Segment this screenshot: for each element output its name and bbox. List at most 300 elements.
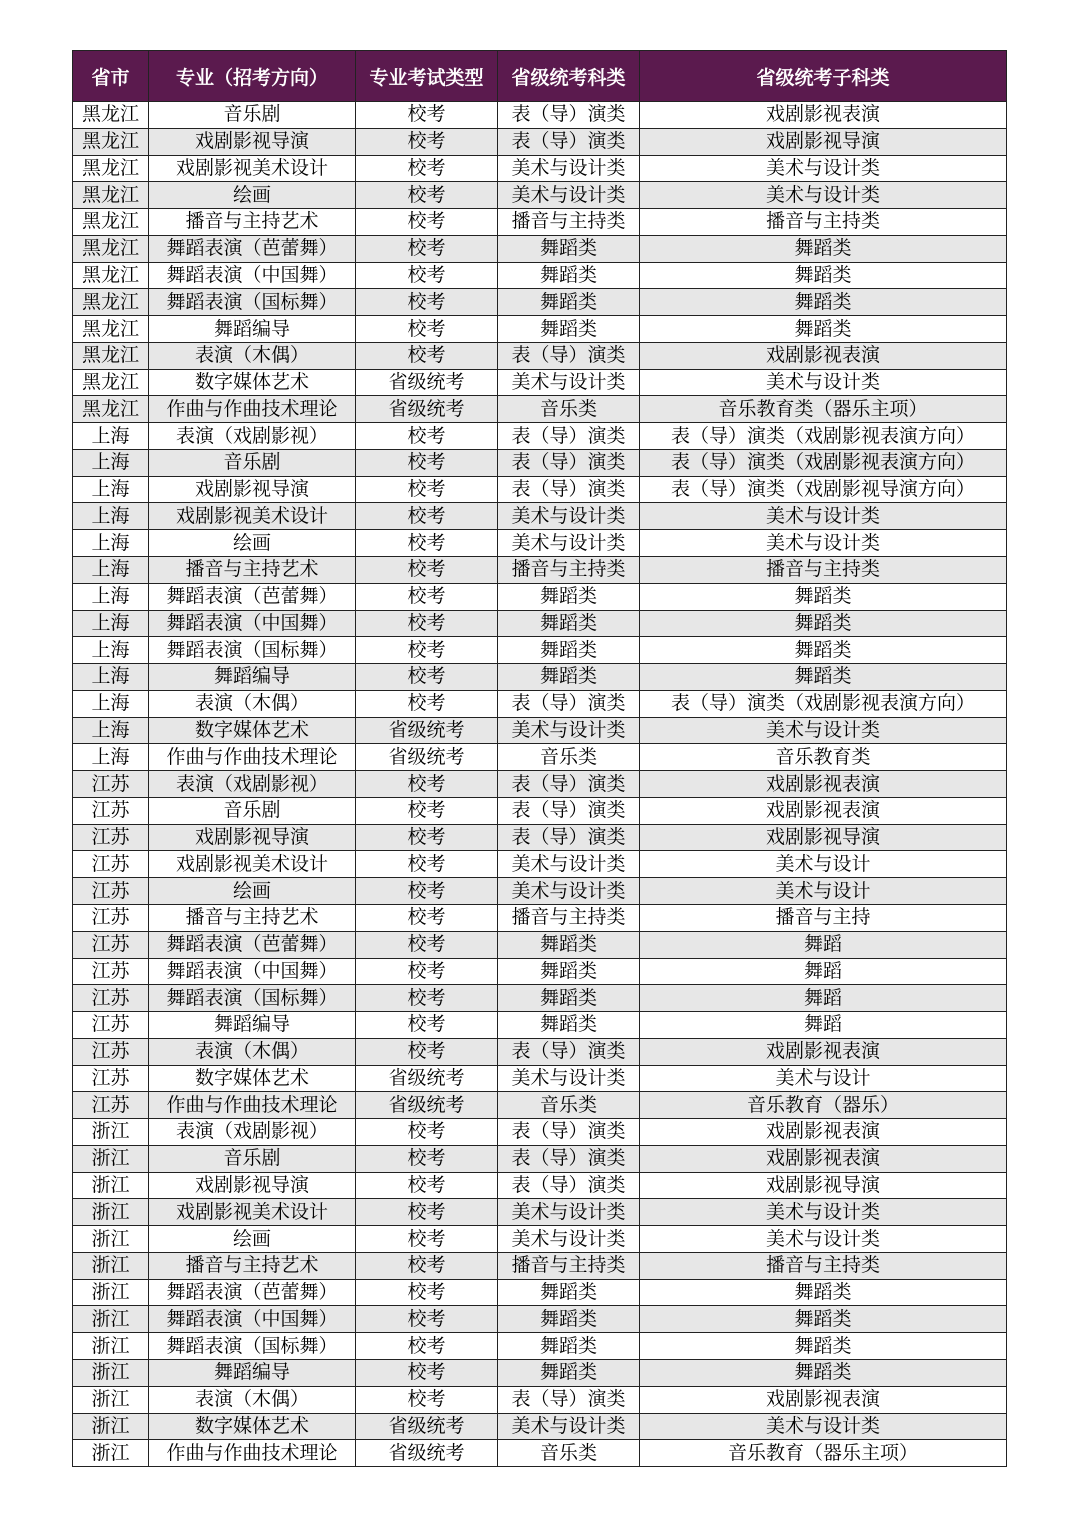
cell-unified-subcategory: 美术与设计类	[640, 530, 1007, 557]
cell-province: 浙江	[73, 1145, 149, 1172]
cell-major: 播音与主持艺术	[149, 209, 356, 236]
cell-exam-type: 校考	[356, 878, 498, 905]
cell-unified-category: 表（导）演类	[498, 797, 640, 824]
cell-major: 戏剧影视美术设计	[149, 851, 356, 878]
cell-major: 舞蹈表演（中国舞）	[149, 1306, 356, 1333]
table-row	[73, 985, 1007, 1012]
cell-exam-type: 校考	[356, 958, 498, 985]
cell-province: 浙江	[73, 1199, 149, 1226]
cell-exam-type: 校考	[356, 235, 498, 262]
table-row	[73, 128, 1007, 155]
cell-major: 表演（戏剧影视）	[149, 423, 356, 450]
cell-unified-category: 表（导）演类	[498, 102, 640, 129]
cell-unified-subcategory: 戏剧影视表演	[640, 1119, 1007, 1146]
cell-major: 作曲与作曲技术理论	[149, 1440, 356, 1467]
cell-exam-type: 校考	[356, 1386, 498, 1413]
cell-major: 表演（戏剧影视）	[149, 1119, 356, 1146]
cell-exam-type: 校考	[356, 904, 498, 931]
cell-unified-subcategory: 美术与设计	[640, 1065, 1007, 1092]
cell-unified-category: 表（导）演类	[498, 342, 640, 369]
cell-major: 表演（木偶）	[149, 690, 356, 717]
table-row	[73, 1092, 1007, 1119]
cell-unified-subcategory: 舞蹈类	[640, 289, 1007, 316]
table-row	[73, 1145, 1007, 1172]
cell-unified-subcategory: 舞蹈类	[640, 583, 1007, 610]
cell-exam-type: 校考	[356, 797, 498, 824]
cell-exam-type: 校考	[356, 931, 498, 958]
cell-province: 黑龙江	[73, 102, 149, 129]
cell-unified-category: 美术与设计类	[498, 155, 640, 182]
table-row	[73, 155, 1007, 182]
cell-province: 浙江	[73, 1226, 149, 1253]
cell-unified-subcategory: 播音与主持类	[640, 209, 1007, 236]
cell-major: 戏剧影视导演	[149, 824, 356, 851]
table-row	[73, 1440, 1007, 1467]
table-row	[73, 369, 1007, 396]
cell-unified-category: 音乐类	[498, 744, 640, 771]
cell-exam-type: 校考	[356, 664, 498, 691]
cell-exam-type: 校考	[356, 316, 498, 343]
table-row	[73, 1386, 1007, 1413]
cell-unified-subcategory: 表（导）演类（戏剧影视表演方向）	[640, 423, 1007, 450]
table-row	[73, 1359, 1007, 1386]
cell-major: 音乐剧	[149, 1145, 356, 1172]
cell-major: 表演（木偶）	[149, 1386, 356, 1413]
cell-exam-type: 校考	[356, 583, 498, 610]
table-row	[73, 557, 1007, 584]
cell-exam-type: 校考	[356, 128, 498, 155]
cell-unified-category: 舞蹈类	[498, 637, 640, 664]
table-row	[73, 610, 1007, 637]
cell-unified-category: 舞蹈类	[498, 958, 640, 985]
cell-major: 绘画	[149, 530, 356, 557]
cell-province: 上海	[73, 664, 149, 691]
cell-unified-subcategory: 美术与设计	[640, 851, 1007, 878]
table-header	[73, 51, 1007, 102]
table-row	[73, 182, 1007, 209]
cell-exam-type: 校考	[356, 557, 498, 584]
cell-unified-category: 表（导）演类	[498, 1145, 640, 1172]
cell-exam-type: 校考	[356, 771, 498, 798]
cell-major: 播音与主持艺术	[149, 1252, 356, 1279]
table-row	[73, 1012, 1007, 1039]
cell-unified-subcategory: 舞蹈类	[640, 316, 1007, 343]
cell-unified-subcategory: 戏剧影视表演	[640, 1038, 1007, 1065]
cell-unified-category: 舞蹈类	[498, 289, 640, 316]
cell-unified-subcategory: 音乐教育（器乐）	[640, 1092, 1007, 1119]
cell-major: 数字媒体艺术	[149, 717, 356, 744]
table-row	[73, 771, 1007, 798]
cell-unified-category: 表（导）演类	[498, 476, 640, 503]
header-province: 省市	[73, 51, 149, 102]
cell-unified-subcategory: 播音与主持类	[640, 557, 1007, 584]
cell-province: 上海	[73, 690, 149, 717]
cell-unified-category: 表（导）演类	[498, 824, 640, 851]
cell-unified-subcategory: 舞蹈类	[640, 262, 1007, 289]
cell-major: 绘画	[149, 182, 356, 209]
cell-unified-subcategory: 戏剧影视表演	[640, 771, 1007, 798]
cell-major: 播音与主持艺术	[149, 557, 356, 584]
cell-unified-subcategory: 戏剧影视表演	[640, 797, 1007, 824]
cell-province: 黑龙江	[73, 342, 149, 369]
cell-major: 戏剧影视导演	[149, 1172, 356, 1199]
table-row	[73, 1306, 1007, 1333]
cell-major: 作曲与作曲技术理论	[149, 1092, 356, 1119]
cell-unified-category: 舞蹈类	[498, 1306, 640, 1333]
cell-unified-category: 舞蹈类	[498, 262, 640, 289]
cell-unified-subcategory: 舞蹈类	[640, 610, 1007, 637]
cell-province: 浙江	[73, 1119, 149, 1146]
cell-major: 表演（戏剧影视）	[149, 771, 356, 798]
cell-unified-subcategory: 舞蹈类	[640, 1306, 1007, 1333]
cell-unified-category: 播音与主持类	[498, 209, 640, 236]
cell-province: 上海	[73, 610, 149, 637]
cell-major: 表演（木偶）	[149, 1038, 356, 1065]
table-row	[73, 717, 1007, 744]
cell-exam-type: 校考	[356, 1172, 498, 1199]
cell-unified-category: 表（导）演类	[498, 1038, 640, 1065]
cell-major: 舞蹈表演（芭蕾舞）	[149, 1279, 356, 1306]
table-row	[73, 744, 1007, 771]
cell-exam-type: 校考	[356, 690, 498, 717]
cell-province: 黑龙江	[73, 369, 149, 396]
cell-province: 江苏	[73, 797, 149, 824]
cell-exam-type: 校考	[356, 182, 498, 209]
cell-exam-type: 校考	[356, 1252, 498, 1279]
cell-unified-subcategory: 舞蹈类	[640, 664, 1007, 691]
table-row	[73, 1413, 1007, 1440]
cell-unified-category: 美术与设计类	[498, 1065, 640, 1092]
cell-major: 舞蹈表演（中国舞）	[149, 262, 356, 289]
table-row	[73, 851, 1007, 878]
cell-province: 黑龙江	[73, 155, 149, 182]
cell-province: 江苏	[73, 1012, 149, 1039]
cell-major: 舞蹈编导	[149, 1012, 356, 1039]
cell-exam-type: 省级统考	[356, 1440, 498, 1467]
cell-province: 上海	[73, 423, 149, 450]
cell-province: 江苏	[73, 985, 149, 1012]
cell-major: 戏剧影视美术设计	[149, 1199, 356, 1226]
cell-exam-type: 校考	[356, 1306, 498, 1333]
cell-exam-type: 省级统考	[356, 744, 498, 771]
cell-unified-subcategory: 美术与设计类	[640, 1199, 1007, 1226]
cell-unified-category: 舞蹈类	[498, 610, 640, 637]
cell-unified-category: 舞蹈类	[498, 1333, 640, 1360]
cell-province: 江苏	[73, 931, 149, 958]
cell-major: 戏剧影视美术设计	[149, 503, 356, 530]
cell-exam-type: 校考	[356, 342, 498, 369]
cell-unified-category: 播音与主持类	[498, 557, 640, 584]
table-row	[73, 931, 1007, 958]
table-row	[73, 289, 1007, 316]
cell-province: 黑龙江	[73, 396, 149, 423]
cell-exam-type: 校考	[356, 1279, 498, 1306]
cell-major: 戏剧影视美术设计	[149, 155, 356, 182]
cell-unified-subcategory: 舞蹈	[640, 958, 1007, 985]
cell-unified-category: 舞蹈类	[498, 583, 640, 610]
cell-unified-subcategory: 戏剧影视表演	[640, 342, 1007, 369]
table-row	[73, 102, 1007, 129]
cell-major: 音乐剧	[149, 102, 356, 129]
cell-exam-type: 校考	[356, 610, 498, 637]
cell-major: 舞蹈表演（芭蕾舞）	[149, 583, 356, 610]
cell-unified-category: 美术与设计类	[498, 1226, 640, 1253]
cell-unified-subcategory: 音乐教育类	[640, 744, 1007, 771]
cell-exam-type: 省级统考	[356, 369, 498, 396]
table-row	[73, 1065, 1007, 1092]
table-row	[73, 1333, 1007, 1360]
cell-unified-category: 表（导）演类	[498, 690, 640, 717]
cell-major: 数字媒体艺术	[149, 1413, 356, 1440]
cell-unified-subcategory: 舞蹈类	[640, 235, 1007, 262]
cell-unified-subcategory: 美术与设计类	[640, 1413, 1007, 1440]
header-exam-type: 专业考试类型	[356, 51, 498, 102]
cell-province: 上海	[73, 503, 149, 530]
cell-major: 舞蹈表演（国标舞）	[149, 289, 356, 316]
cell-unified-category: 表（导）演类	[498, 423, 640, 450]
cell-unified-category: 美术与设计类	[498, 369, 640, 396]
table-row	[73, 476, 1007, 503]
cell-unified-subcategory: 舞蹈	[640, 1012, 1007, 1039]
table-row	[73, 1199, 1007, 1226]
cell-exam-type: 校考	[356, 423, 498, 450]
table-row	[73, 797, 1007, 824]
table-row	[73, 664, 1007, 691]
cell-unified-subcategory: 表（导）演类（戏剧影视表演方向）	[640, 449, 1007, 476]
cell-major: 播音与主持艺术	[149, 904, 356, 931]
cell-province: 江苏	[73, 1038, 149, 1065]
table-row	[73, 878, 1007, 905]
cell-province: 江苏	[73, 1065, 149, 1092]
cell-province: 江苏	[73, 771, 149, 798]
cell-exam-type: 校考	[356, 1359, 498, 1386]
cell-exam-type: 校考	[356, 985, 498, 1012]
cell-exam-type: 省级统考	[356, 396, 498, 423]
cell-unified-category: 舞蹈类	[498, 316, 640, 343]
cell-major: 音乐剧	[149, 797, 356, 824]
cell-unified-subcategory: 表（导）演类（戏剧影视导演方向）	[640, 476, 1007, 503]
cell-exam-type: 校考	[356, 1226, 498, 1253]
cell-major: 戏剧影视导演	[149, 476, 356, 503]
cell-exam-type: 省级统考	[356, 1413, 498, 1440]
cell-unified-category: 舞蹈类	[498, 235, 640, 262]
cell-exam-type: 校考	[356, 824, 498, 851]
cell-major: 戏剧影视导演	[149, 128, 356, 155]
cell-province: 黑龙江	[73, 316, 149, 343]
cell-province: 浙江	[73, 1279, 149, 1306]
cell-exam-type: 校考	[356, 1145, 498, 1172]
cell-major: 数字媒体艺术	[149, 369, 356, 396]
cell-unified-category: 美术与设计类	[498, 1199, 640, 1226]
table-row	[73, 1252, 1007, 1279]
cell-exam-type: 校考	[356, 530, 498, 557]
cell-province: 黑龙江	[73, 262, 149, 289]
cell-unified-category: 舞蹈类	[498, 664, 640, 691]
cell-unified-subcategory: 美术与设计类	[640, 182, 1007, 209]
cell-unified-subcategory: 舞蹈类	[640, 1359, 1007, 1386]
cell-exam-type: 校考	[356, 1038, 498, 1065]
table-row	[73, 235, 1007, 262]
cell-major: 绘画	[149, 1226, 356, 1253]
table-row	[73, 342, 1007, 369]
cell-unified-subcategory: 音乐教育类（器乐主项）	[640, 396, 1007, 423]
header-unified-category: 省级统考科类	[498, 51, 640, 102]
cell-unified-category: 美术与设计类	[498, 1413, 640, 1440]
cell-unified-category: 音乐类	[498, 1440, 640, 1467]
table-row	[73, 449, 1007, 476]
cell-unified-category: 表（导）演类	[498, 1386, 640, 1413]
cell-unified-category: 舞蹈类	[498, 1359, 640, 1386]
cell-major: 舞蹈表演（国标舞）	[149, 985, 356, 1012]
table-row	[73, 958, 1007, 985]
cell-major: 舞蹈表演（国标舞）	[149, 1333, 356, 1360]
cell-province: 江苏	[73, 1092, 149, 1119]
cell-province: 上海	[73, 449, 149, 476]
cell-province: 浙江	[73, 1440, 149, 1467]
cell-unified-subcategory: 戏剧影视表演	[640, 102, 1007, 129]
cell-major: 舞蹈表演（中国舞）	[149, 958, 356, 985]
cell-unified-category: 美术与设计类	[498, 717, 640, 744]
cell-major: 舞蹈编导	[149, 1359, 356, 1386]
cell-exam-type: 校考	[356, 1012, 498, 1039]
table-row	[73, 904, 1007, 931]
table-row	[73, 690, 1007, 717]
cell-unified-category: 表（导）演类	[498, 771, 640, 798]
cell-exam-type: 校考	[356, 503, 498, 530]
cell-province: 浙江	[73, 1386, 149, 1413]
cell-province: 江苏	[73, 904, 149, 931]
header-unified-subcategory: 省级统考子科类	[640, 51, 1007, 102]
cell-unified-subcategory: 舞蹈	[640, 985, 1007, 1012]
cell-province: 江苏	[73, 851, 149, 878]
cell-province: 浙江	[73, 1306, 149, 1333]
cell-unified-subcategory: 美术与设计类	[640, 1226, 1007, 1253]
cell-major: 舞蹈表演（国标舞）	[149, 637, 356, 664]
cell-exam-type: 校考	[356, 1199, 498, 1226]
cell-province: 黑龙江	[73, 182, 149, 209]
table-row	[73, 1279, 1007, 1306]
cell-major: 音乐剧	[149, 449, 356, 476]
cell-province: 黑龙江	[73, 209, 149, 236]
cell-unified-subcategory: 戏剧影视导演	[640, 1172, 1007, 1199]
cell-exam-type: 校考	[356, 289, 498, 316]
document-page	[72, 50, 1006, 1467]
cell-unified-category: 表（导）演类	[498, 1119, 640, 1146]
cell-unified-category: 播音与主持类	[498, 1252, 640, 1279]
cell-exam-type: 校考	[356, 637, 498, 664]
cell-exam-type: 校考	[356, 262, 498, 289]
cell-unified-subcategory: 戏剧影视表演	[640, 1145, 1007, 1172]
table-row	[73, 824, 1007, 851]
cell-unified-category: 美术与设计类	[498, 878, 640, 905]
cell-exam-type: 校考	[356, 1119, 498, 1146]
cell-province: 黑龙江	[73, 128, 149, 155]
cell-unified-subcategory: 美术与设计类	[640, 155, 1007, 182]
cell-unified-category: 舞蹈类	[498, 1012, 640, 1039]
header-row	[73, 51, 1007, 102]
cell-unified-subcategory: 美术与设计类	[640, 717, 1007, 744]
cell-major: 作曲与作曲技术理论	[149, 744, 356, 771]
cell-province: 浙江	[73, 1333, 149, 1360]
cell-major: 数字媒体艺术	[149, 1065, 356, 1092]
table-body	[73, 102, 1007, 1467]
cell-major: 舞蹈表演（芭蕾舞）	[149, 931, 356, 958]
cell-province: 黑龙江	[73, 289, 149, 316]
cell-major: 表演（木偶）	[149, 342, 356, 369]
cell-exam-type: 校考	[356, 102, 498, 129]
cell-unified-category: 表（导）演类	[498, 449, 640, 476]
cell-province: 上海	[73, 637, 149, 664]
cell-major: 作曲与作曲技术理论	[149, 396, 356, 423]
cell-unified-category: 美术与设计类	[498, 530, 640, 557]
table-row	[73, 1038, 1007, 1065]
table-row	[73, 423, 1007, 450]
cell-exam-type: 校考	[356, 155, 498, 182]
cell-unified-category: 舞蹈类	[498, 985, 640, 1012]
cell-unified-subcategory: 播音与主持	[640, 904, 1007, 931]
cell-major: 舞蹈编导	[149, 316, 356, 343]
cell-major: 舞蹈表演（芭蕾舞）	[149, 235, 356, 262]
cell-unified-subcategory: 美术与设计类	[640, 503, 1007, 530]
admissions-table	[72, 50, 1007, 1467]
cell-exam-type: 校考	[356, 209, 498, 236]
cell-unified-subcategory: 戏剧影视表演	[640, 1386, 1007, 1413]
table-row	[73, 583, 1007, 610]
cell-province: 江苏	[73, 878, 149, 905]
table-row	[73, 262, 1007, 289]
cell-unified-subcategory: 戏剧影视导演	[640, 128, 1007, 155]
cell-major: 舞蹈编导	[149, 664, 356, 691]
cell-unified-subcategory: 美术与设计类	[640, 369, 1007, 396]
cell-unified-subcategory: 表（导）演类（戏剧影视表演方向）	[640, 690, 1007, 717]
cell-unified-category: 音乐类	[498, 396, 640, 423]
table-row	[73, 209, 1007, 236]
cell-unified-subcategory: 舞蹈类	[640, 637, 1007, 664]
cell-province: 上海	[73, 717, 149, 744]
cell-province: 黑龙江	[73, 235, 149, 262]
cell-province: 江苏	[73, 958, 149, 985]
cell-major: 舞蹈表演（中国舞）	[149, 610, 356, 637]
cell-unified-subcategory: 音乐教育（器乐主项）	[640, 1440, 1007, 1467]
cell-unified-category: 美术与设计类	[498, 503, 640, 530]
cell-province: 浙江	[73, 1172, 149, 1199]
table-row	[73, 316, 1007, 343]
cell-unified-category: 美术与设计类	[498, 182, 640, 209]
table-row	[73, 1119, 1007, 1146]
table-row	[73, 637, 1007, 664]
table-row	[73, 396, 1007, 423]
cell-exam-type: 校考	[356, 851, 498, 878]
cell-unified-category: 美术与设计类	[498, 851, 640, 878]
cell-province: 江苏	[73, 824, 149, 851]
cell-exam-type: 校考	[356, 476, 498, 503]
cell-province: 上海	[73, 476, 149, 503]
table-row	[73, 1172, 1007, 1199]
cell-province: 浙江	[73, 1252, 149, 1279]
cell-unified-category: 播音与主持类	[498, 904, 640, 931]
cell-major: 绘画	[149, 878, 356, 905]
cell-unified-category: 舞蹈类	[498, 1279, 640, 1306]
cell-unified-subcategory: 播音与主持类	[640, 1252, 1007, 1279]
cell-unified-category: 表（导）演类	[498, 1172, 640, 1199]
cell-unified-category: 音乐类	[498, 1092, 640, 1119]
header-major: 专业（招考方向）	[149, 51, 356, 102]
cell-province: 浙江	[73, 1359, 149, 1386]
cell-province: 上海	[73, 583, 149, 610]
cell-exam-type: 省级统考	[356, 1092, 498, 1119]
cell-unified-subcategory: 舞蹈类	[640, 1279, 1007, 1306]
cell-exam-type: 省级统考	[356, 1065, 498, 1092]
